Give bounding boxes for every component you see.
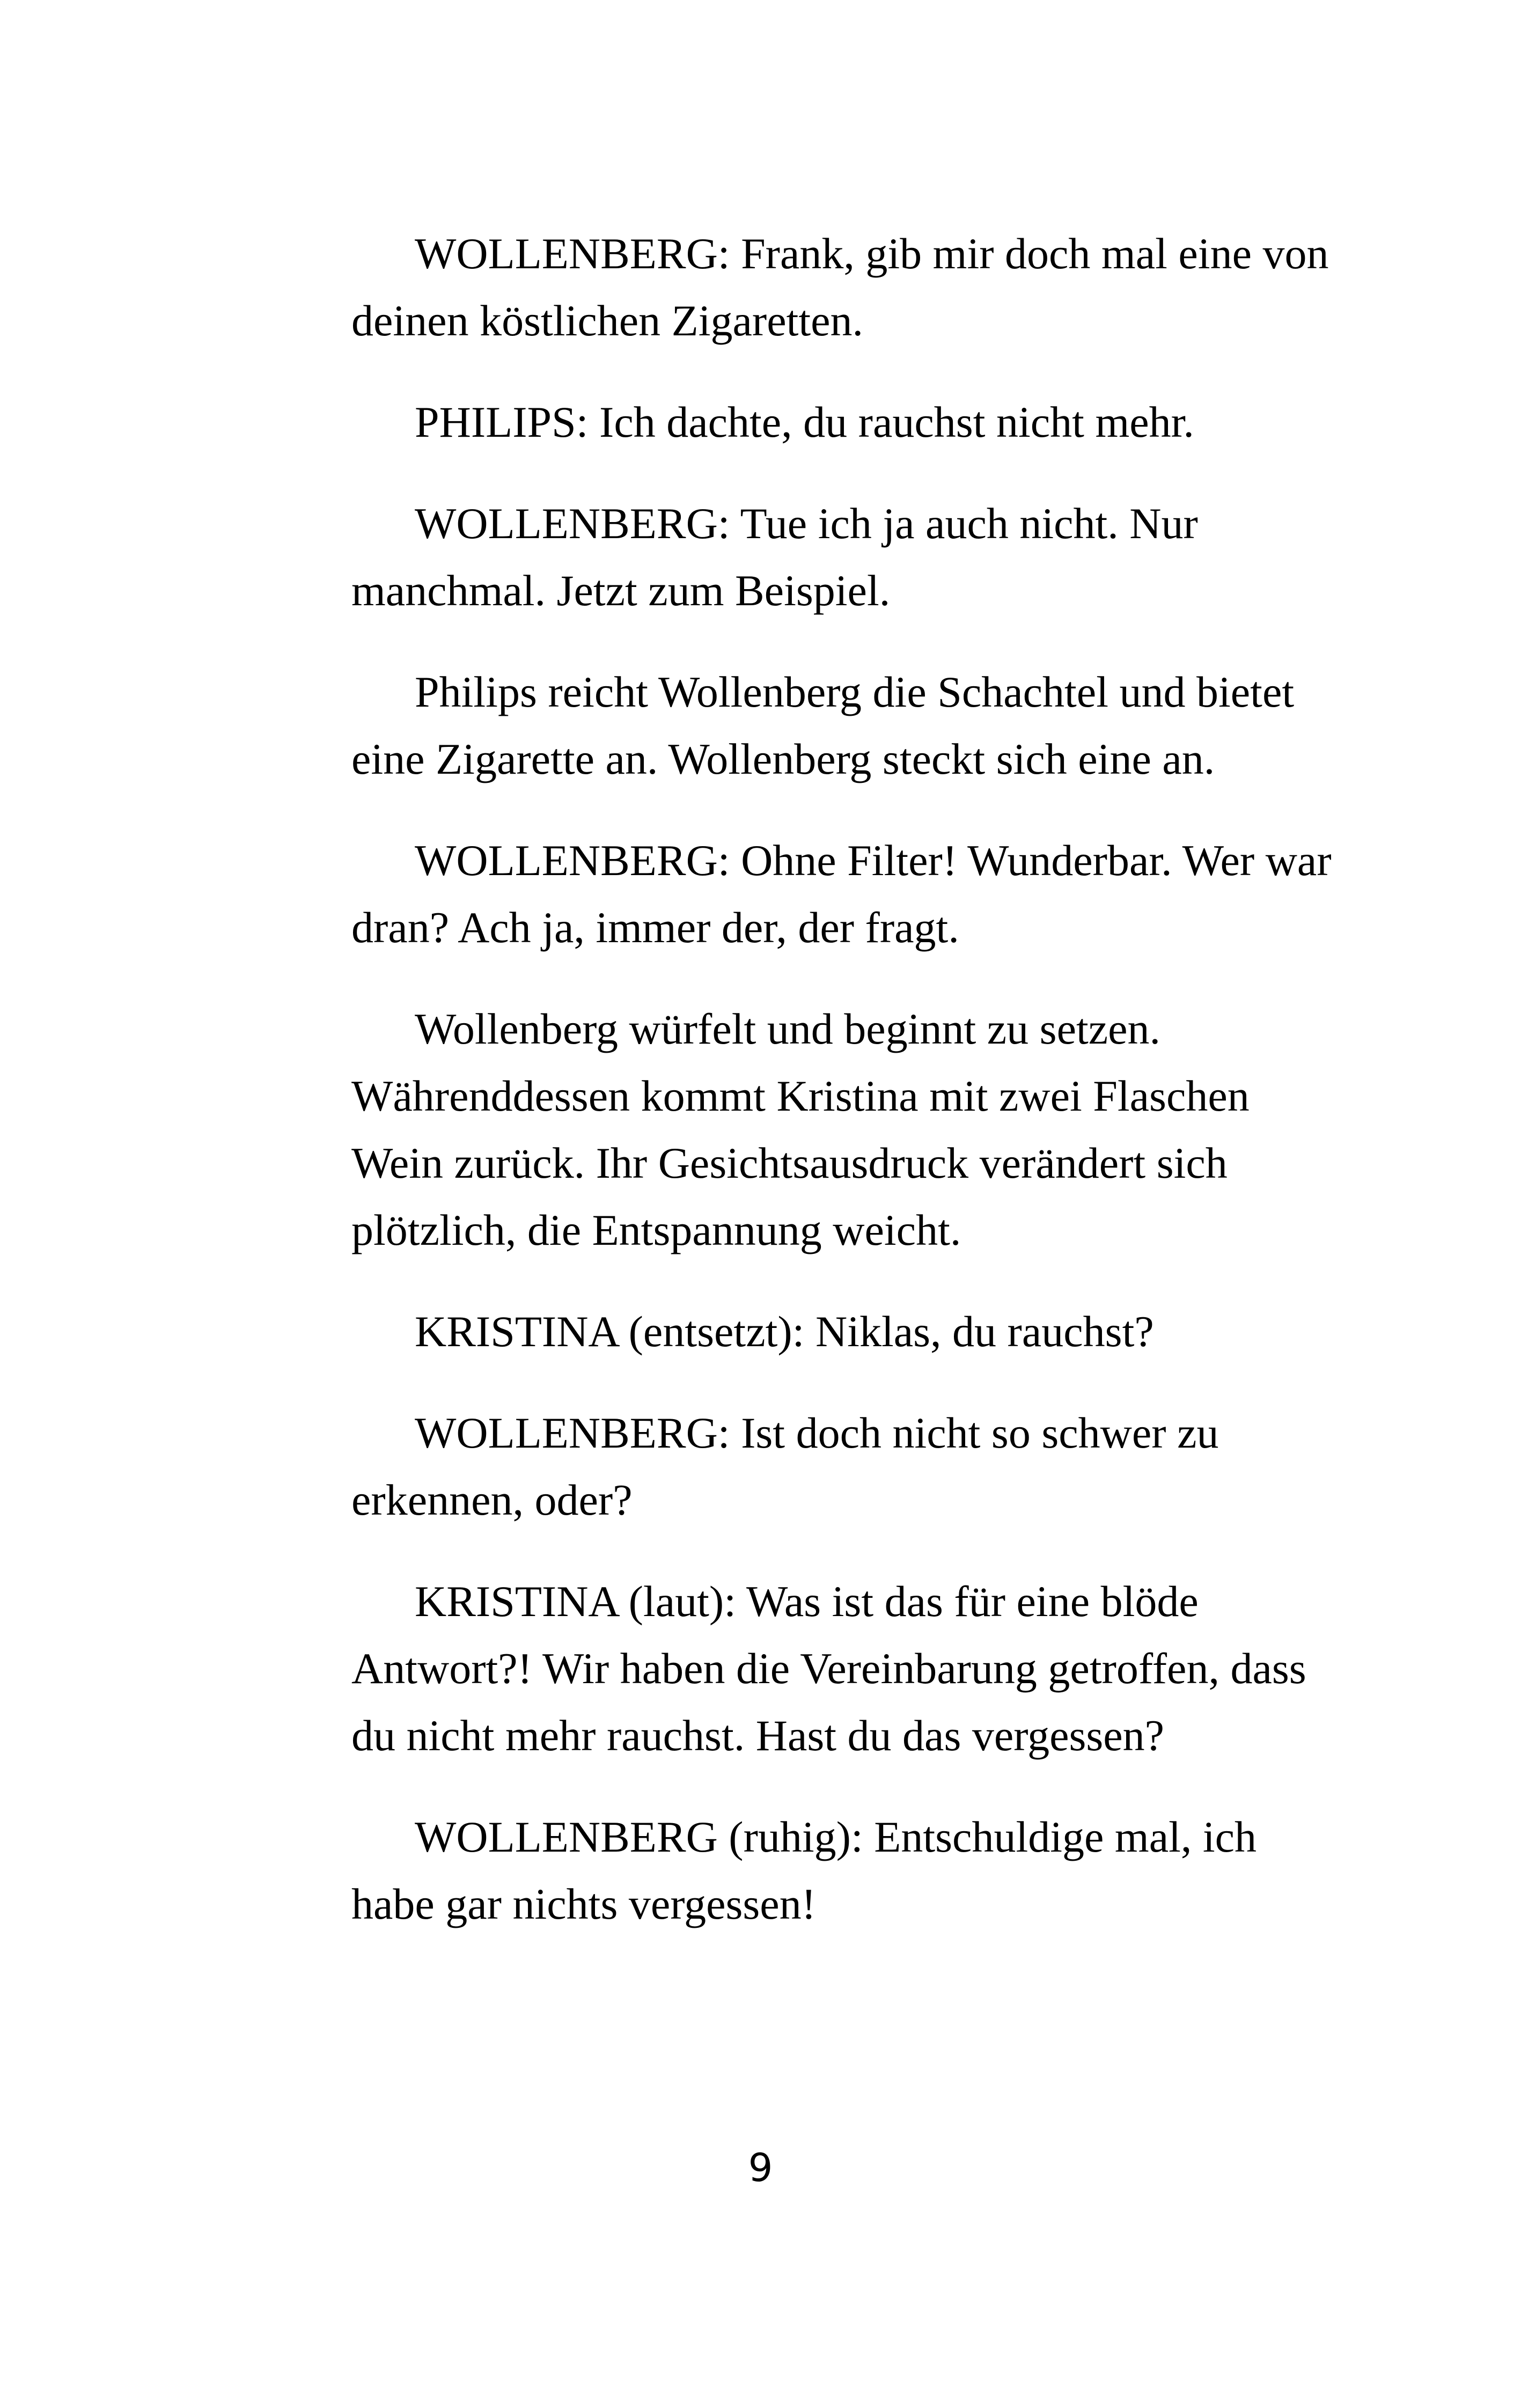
paragraph: KRISTINA (laut): Was ist das für eine blöde Antwort?! Wir haben die Vereinbarung getroffen, dass du nicht mehr rauchst. Hast du das vergessen? <box>351 1577 1306 1760</box>
paragraph: WOLLENBERG: Ohne Filter! Wunderbar. Wer war dran? Ach ja, immer der, der fragt. <box>351 836 1332 952</box>
page-number: 9 <box>748 2145 773 2190</box>
paragraph: PHILIPS: Ich dachte, du rauchst nicht mehr. <box>415 398 1194 446</box>
paragraph: WOLLENBERG: Tue ich ja auch nicht. Nur manchmal. Jetzt zum Beispiel. <box>351 499 1198 615</box>
paragraph: Philips reicht Wollenberg die Schachtel und bietet eine Zigarette an. Wollenberg steckt sich eine an. <box>351 667 1295 783</box>
paragraph: Wollenberg würfelt und beginnt zu setzen. Währenddessen kommt Kristina mit zwei Flaschen Wein zurück. Ihr Gesichtsausdruck verändert sich plötzlich, die Entspannung weicht. <box>351 1004 1250 1254</box>
page-body-text <box>351 220 1349 1972</box>
paragraph: WOLLENBERG: Ist doch nicht so schwer zu erkennen, oder? <box>351 1408 1219 1524</box>
paragraph: KRISTINA (entsetzt): Niklas, du rauchst? <box>415 1307 1154 1356</box>
paragraph: WOLLENBERG (ruhig): Entschuldige mal, ich habe gar nichts vergessen! <box>351 1812 1257 1928</box>
paragraph: WOLLENBERG: Frank, gib mir doch mal eine von deinen köstlichen Zigaretten. <box>351 229 1329 345</box>
